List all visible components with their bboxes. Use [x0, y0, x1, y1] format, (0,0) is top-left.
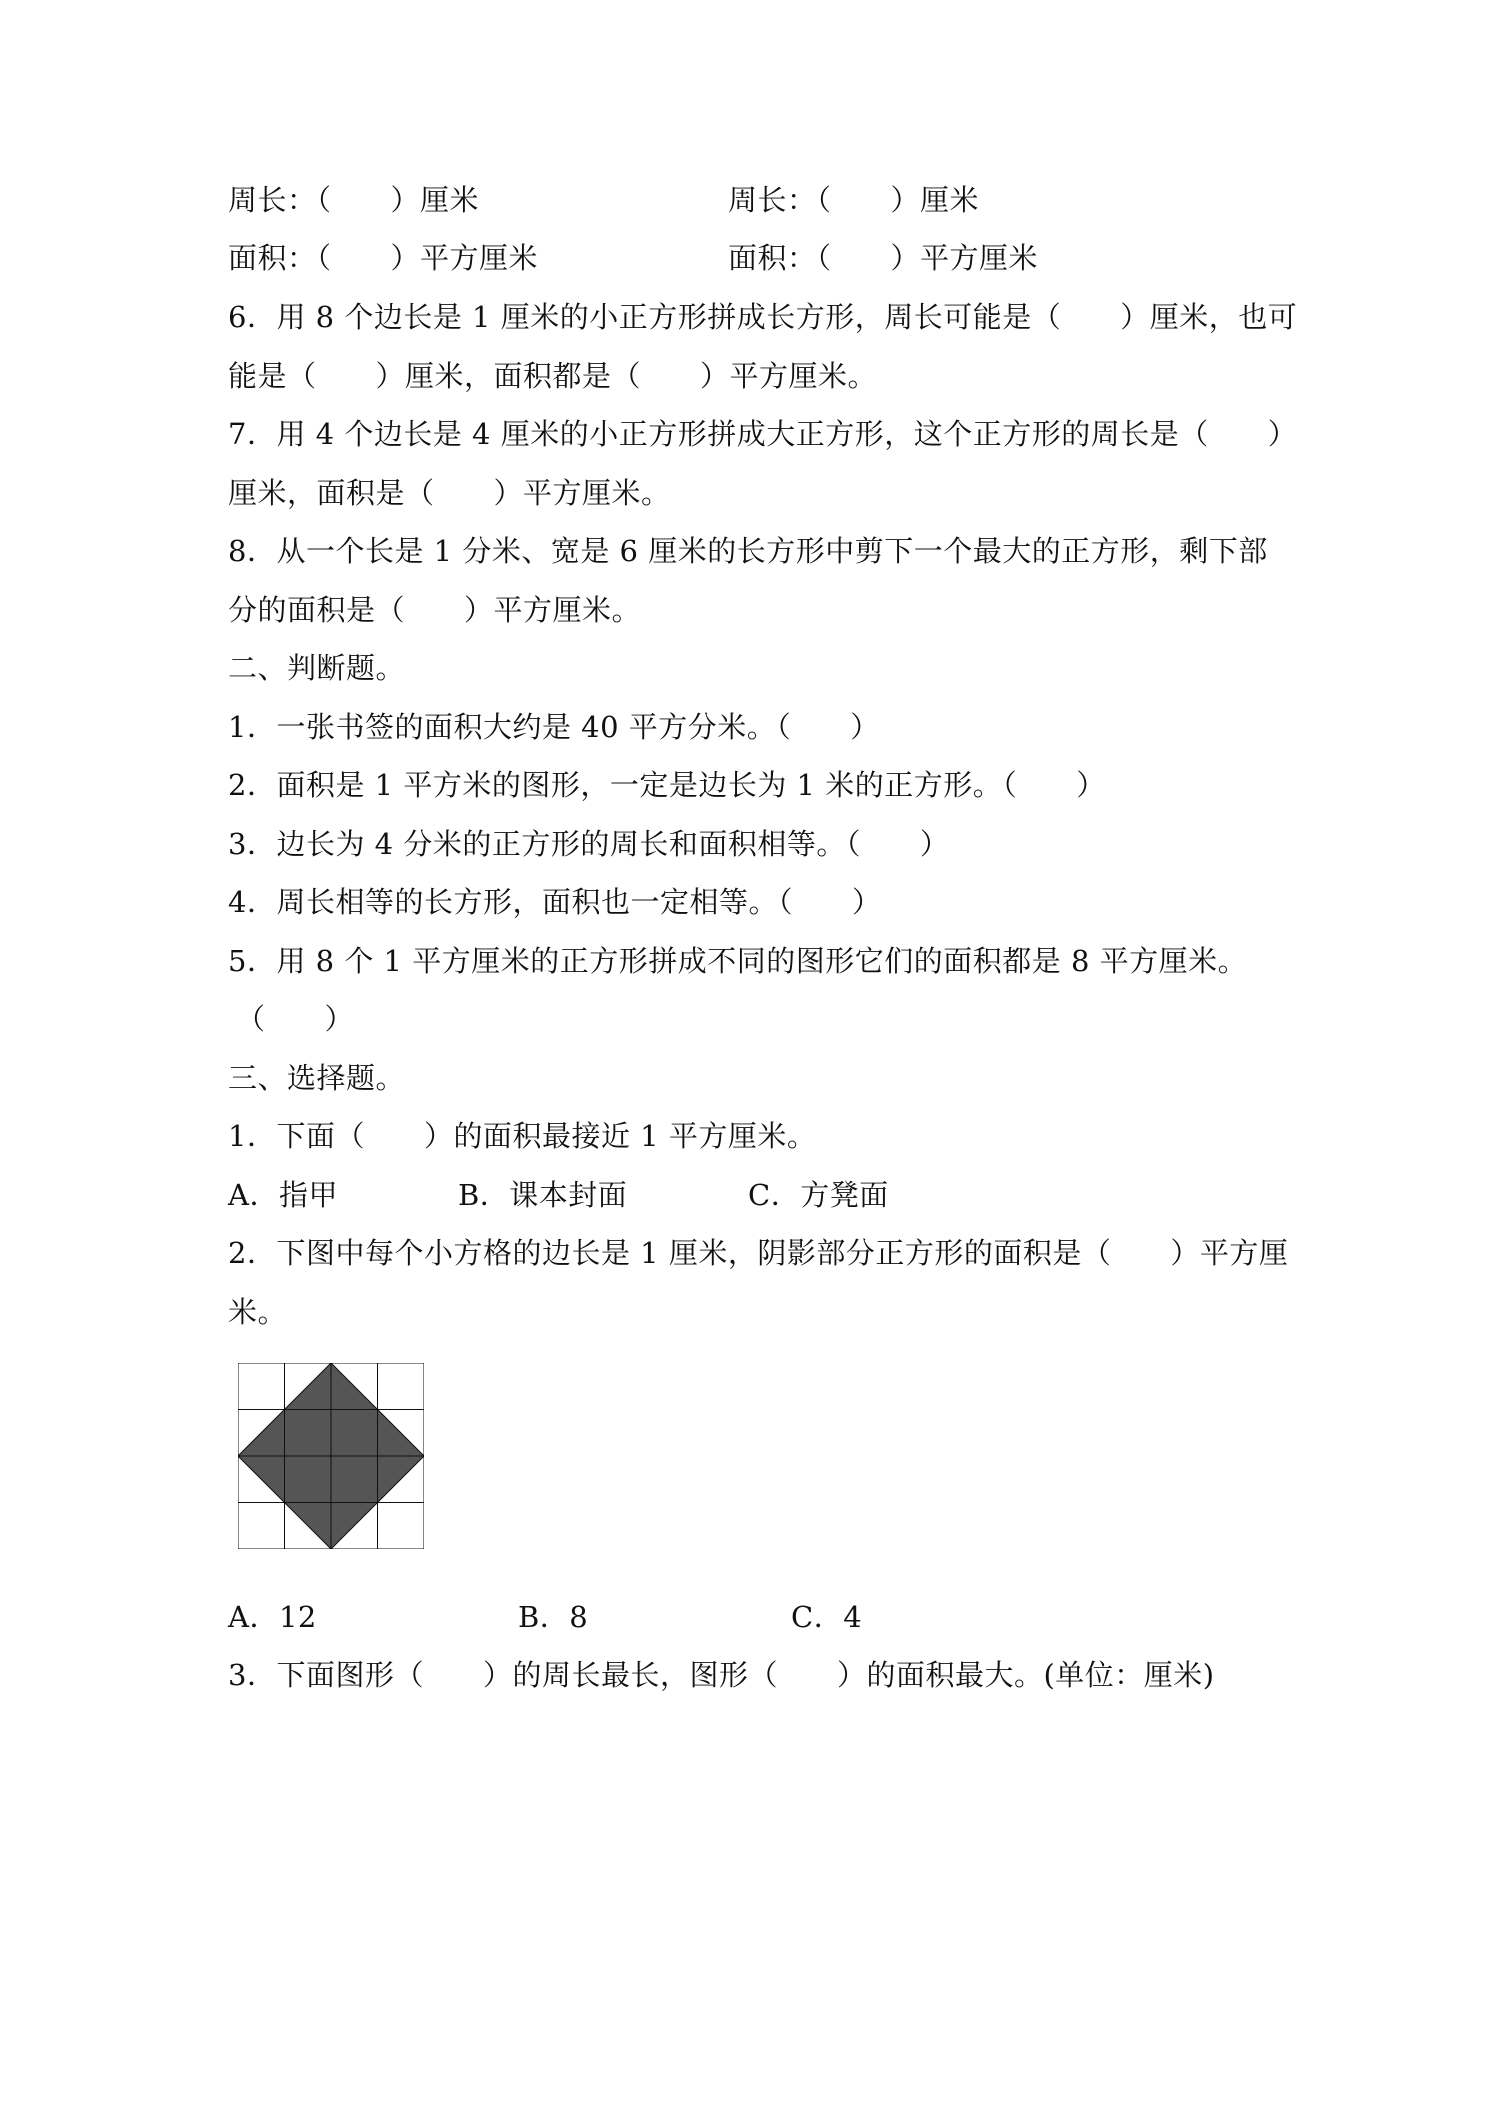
- judgement-item-2: 2．面积是 1 平方米的图形，一定是边长为 1 米的正方形。（ ）: [228, 768, 1106, 802]
- judgement-item-4: 4．周长相等的长方形，面积也一定相等。（ ）: [228, 885, 882, 919]
- judgement-item-3: 3．边长为 4 分米的正方形的周长和面积相等。（ ）: [228, 827, 950, 861]
- section-judgement-heading: 二、判断题。: [228, 651, 406, 685]
- choice-question-2-line-2: 米。: [228, 1295, 288, 1329]
- choice-question-2-line-1: 2．下图中每个小方格的边长是 1 厘米，阴影部分正方形的面积是（ ）平方厘: [228, 1236, 1289, 1270]
- choice-q1-option-a: A．指甲: [228, 1178, 338, 1212]
- question-8-line-2: 分的面积是（ ）平方厘米。: [228, 593, 642, 627]
- choice-question-1: 1．下面（ ）的面积最接近 1 平方厘米。: [228, 1119, 817, 1153]
- judgement-item-5-answer-blank: （ ）: [236, 1002, 355, 1036]
- question-7-line-1: 7．用 4 个边长是 4 厘米的小正方形拼成大正方形，这个正方形的周长是（ ）: [228, 417, 1298, 451]
- choice-q2-option-a: A．12: [228, 1600, 317, 1634]
- judgement-item-1: 1．一张书签的面积大约是 40 平方分米。（ ）: [228, 710, 880, 744]
- shaded-square-grid-figure: [238, 1363, 424, 1549]
- judgement-item-5: 5．用 8 个 1 平方厘米的正方形拼成不同的图形它们的面积都是 8 平方厘米。: [228, 944, 1248, 978]
- perimeter-blank-left: 周长：（ ）厘米: [228, 183, 480, 217]
- choice-q1-option-c: C．方凳面: [748, 1178, 889, 1212]
- question-8-line-1: 8．从一个长是 1 分米、宽是 6 厘米的长方形中剪下一个最大的正方形，剩下部: [228, 534, 1268, 568]
- choice-q1-option-b: B．课本封面: [458, 1178, 628, 1212]
- grid-lines: [238, 1363, 424, 1549]
- choice-q2-option-c: C．4: [791, 1600, 863, 1634]
- question-7-line-2: 厘米，面积是（ ）平方厘米。: [228, 476, 671, 510]
- question-6-line-1: 6．用 8 个边长是 1 厘米的小正方形拼成长方形，周长可能是（ ）厘米，也可: [228, 300, 1298, 334]
- section-choice-heading: 三、选择题。: [228, 1061, 406, 1095]
- choice-q2-option-b: B．8: [518, 1600, 589, 1634]
- question-6-line-2: 能是（ ）厘米，面积都是（ ）平方厘米。: [228, 359, 878, 393]
- choice-question-3: 3．下面图形（ ）的周长最长，图形（ ）的面积最大。(单位：厘米): [228, 1658, 1215, 1692]
- area-blank-right: 面积：（ ）平方厘米: [728, 241, 1039, 275]
- area-blank-left: 面积：（ ）平方厘米: [228, 241, 539, 275]
- perimeter-blank-right: 周长：（ ）厘米: [728, 183, 980, 217]
